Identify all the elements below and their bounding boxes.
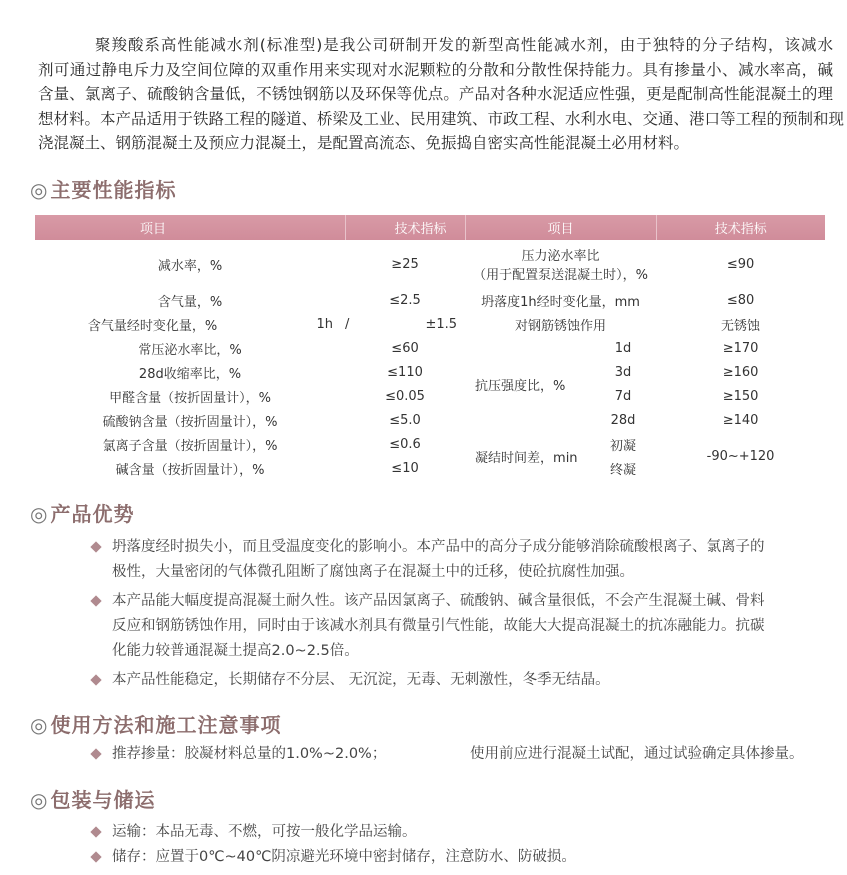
- header-spec: 技术指标: [656, 215, 825, 240]
- sub-cell: 终凝: [610, 462, 637, 478]
- usage-list: [90, 742, 840, 767]
- table-row: [35, 432, 825, 456]
- value-cell: ≤10: [391, 460, 419, 476]
- item-cell: 含气量经时变化量，%: [87, 318, 218, 334]
- usage-trial: 使用前应进行混凝土试配，通过试验确定具体掺量。: [470, 746, 804, 762]
- sub-cell: 28d: [610, 412, 636, 428]
- item-cell: 减水率，%: [157, 258, 223, 274]
- value-cell: ≤0.6: [389, 436, 421, 452]
- item-cell: 28d收缩率比，%: [138, 366, 242, 382]
- value-cell: ≤0.05: [385, 388, 425, 404]
- table-row: [35, 336, 825, 360]
- intro-line: 含量、氯离子、硫酸钠含量低，不锈蚀钢筋以及环保等优点。产品对各种水泥适应性强，更是配制高性能混凝土的理: [38, 85, 833, 104]
- item-cell: 甲醛含量（按折固量计），%: [109, 390, 271, 406]
- diamond-bullet-icon: [90, 851, 101, 862]
- table-header-row: [35, 215, 825, 240]
- item-cell: 凝结时间差，min: [475, 450, 578, 466]
- line: 储存：应置于0℃~40℃阴凉避光环境中密封储存，注意防水、防破损。: [112, 849, 576, 865]
- section-heading-specs: [30, 174, 176, 203]
- header-item: 项目: [35, 215, 345, 240]
- sub-cell: 1d: [614, 340, 632, 356]
- intro-paragraph: [38, 33, 845, 156]
- item-cell: 硫酸钠含量（按折固量计），%: [102, 414, 278, 430]
- intro-line: 想材料。本产品适用于铁路工程的隧道、桥梁及工业、民用建筑、市政工程、水利水电、交通、港口等工程的预制和现: [38, 109, 845, 128]
- value-cell: -90~+120: [706, 448, 775, 464]
- item-line: （用于配置泵送混凝土时），%: [473, 268, 648, 283]
- item-line: 压力泌水率比: [521, 249, 600, 264]
- value-cell: ≥25: [391, 256, 419, 272]
- line: 本产品性能稳定，长期储存不分层、 无沉淀，无毒、无刺激性，冬季无结晶。: [112, 672, 610, 688]
- table-row: [35, 408, 825, 432]
- spec-table: [35, 215, 825, 480]
- line: 极性，大量密闭的气体微孔阻断了腐蚀离子在混凝土中的迁移，使砼抗腐性加强。: [112, 564, 634, 580]
- diamond-bullet-icon: [90, 541, 101, 552]
- diamond-bullet-icon: [90, 674, 101, 685]
- circle-marker-icon: ◎: [30, 178, 49, 202]
- value-cell: ≥170: [722, 340, 759, 356]
- item-cell: 抗压强度比，%: [475, 378, 566, 394]
- value-cell: ≤80: [726, 292, 755, 308]
- sub-cell: 初凝: [610, 438, 637, 454]
- advantages-list: [90, 535, 765, 693]
- sub-cell: 1h: [316, 316, 334, 332]
- section-heading-usage: [30, 709, 281, 738]
- section-heading-advantages: [30, 498, 134, 527]
- slash-cell: /: [345, 316, 350, 332]
- intro-line: 剂可通过静电斥力及空间位障的双重作用来实现对水泥颗粒的分散和分散性保持能力。具有掺量小、减水率高，碱: [38, 60, 833, 79]
- diamond-bullet-icon: [90, 595, 101, 606]
- value-cell: ≤5.0: [389, 412, 421, 428]
- header-spec: 技术指标: [345, 215, 465, 240]
- line: 本产品能大幅度提高混凝土耐久性。该产品因氯离子、硫酸钠、碱含量很低，不会产生混凝土碱、骨料: [112, 593, 765, 609]
- value-cell: ±1.5: [425, 316, 458, 332]
- item-cell: 坍落度1h经时变化量，mm: [481, 294, 640, 310]
- heading-text: 主要性能指标: [50, 178, 177, 202]
- heading-text: 包装与储运: [50, 788, 156, 812]
- list-item: [90, 820, 576, 845]
- value-cell: ≤60: [391, 340, 419, 356]
- circle-marker-icon: ◎: [30, 502, 49, 526]
- value-cell: ≤2.5: [389, 292, 421, 308]
- circle-marker-icon: ◎: [30, 788, 49, 812]
- line: 化能力较普通混凝土提高2.0~2.5倍。: [112, 643, 359, 659]
- item-cell: 含气量，%: [157, 294, 223, 310]
- sub-cell: 3d: [614, 364, 632, 380]
- table-row: [35, 288, 825, 312]
- section-heading-packaging: [30, 784, 155, 813]
- value-cell: ≥150: [722, 388, 759, 404]
- storage-list: [90, 820, 576, 870]
- item-cell: [465, 240, 656, 288]
- header-item: 项目: [465, 215, 656, 240]
- list-item: [90, 589, 765, 664]
- heading-text: 使用方法和施工注意事项: [50, 713, 282, 737]
- line: 反应和钢筋锈蚀作用，同时由于该减水剂具有微量引气性能，故能大大提高混凝土的抗冻融能力。抗碳: [112, 618, 765, 634]
- table-row: [35, 240, 825, 288]
- diamond-bullet-icon: [90, 748, 101, 759]
- list-item: [90, 668, 765, 693]
- list-item: [90, 845, 576, 870]
- table-row: [35, 384, 825, 408]
- heading-text: 产品优势: [50, 502, 135, 526]
- line: [112, 742, 840, 767]
- intro-line: 浇混凝土、钢筋混凝土及预应力混凝土，是配置高流态、免振捣自密实高性能混凝土必用材料。: [38, 134, 690, 153]
- item-cell: 常压泌水率比，%: [138, 342, 242, 358]
- item-cell: 对钢筋锈蚀作用: [515, 318, 607, 334]
- line: 坍落度经时损失小，而且受温度变化的影响小。本产品中的高分子成分能够消除硫酸根离子、氯离子的: [112, 539, 765, 555]
- sub-cell: 7d: [614, 388, 632, 404]
- table-row: [35, 312, 825, 336]
- value-cell: ≤90: [726, 256, 755, 272]
- value-cell: ≥140: [722, 412, 759, 428]
- item-cell: 碱含量（按折固量计），%: [115, 462, 265, 478]
- value-cell: ≥160: [722, 364, 759, 380]
- circle-marker-icon: ◎: [30, 713, 49, 737]
- value-cell: 无锈蚀: [721, 318, 761, 334]
- table-row: [35, 360, 825, 384]
- item-cell: 氯离子含量（按折固量计），%: [102, 438, 278, 454]
- usage-dosage: 推荐掺量：胶凝材料总量的1.0%~2.0%；: [112, 746, 387, 762]
- diamond-bullet-icon: [90, 826, 101, 837]
- intro-line: 聚羧酸系高性能减水剂(标准型)是我公司研制开发的新型高性能减水剂，由于独特的分子结构，该减水: [95, 36, 833, 54]
- value-cell: ≤110: [387, 364, 423, 380]
- list-item: [90, 742, 840, 767]
- list-item: [90, 535, 765, 585]
- line: 运输：本品无毒、不燃，可按一般化学品运输。: [112, 824, 417, 840]
